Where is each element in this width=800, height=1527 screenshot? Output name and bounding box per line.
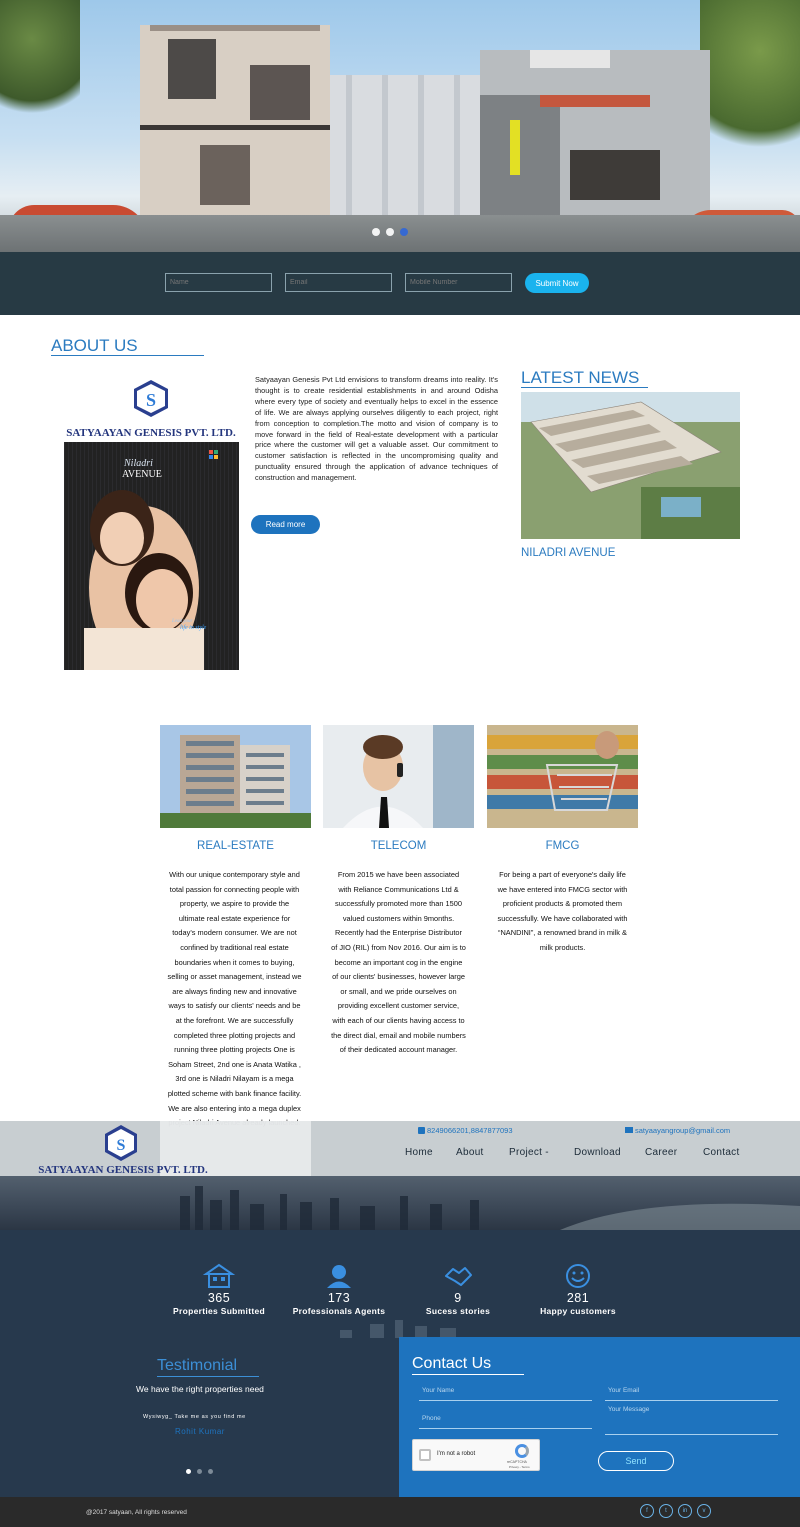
real-estate-image bbox=[160, 725, 311, 828]
testimonial-author: Rohit Kumar bbox=[175, 1427, 225, 1436]
testimonial-quote: Wysiwyg_ Take me as you find me bbox=[143, 1414, 246, 1420]
stat-properties bbox=[159, 1263, 279, 1316]
nav-download[interactable]: Download bbox=[574, 1147, 621, 1158]
contact-title: Contact Us bbox=[412, 1355, 492, 1372]
navbar-email-text: satyaayangroup@gmail.com bbox=[635, 1126, 731, 1135]
latest-news-underline bbox=[521, 387, 648, 388]
brochure-brand-script: Niladri bbox=[124, 458, 153, 469]
hero-banner bbox=[0, 0, 800, 252]
testimonial-underline bbox=[157, 1376, 259, 1377]
villa-right bbox=[480, 50, 710, 220]
contact-message-placeholder: Your Message bbox=[608, 1406, 650, 1413]
about-title-underline bbox=[51, 355, 204, 356]
slider-dots bbox=[372, 228, 408, 236]
recaptcha-logo-icon bbox=[515, 1444, 529, 1458]
villa-left bbox=[140, 25, 330, 220]
contact-email-field[interactable] bbox=[605, 1387, 778, 1401]
brochure-logo-text: SATYAAYAN GENESIS PVT. LTD. bbox=[66, 427, 236, 439]
nav-project-dropdown[interactable]: Project - bbox=[509, 1147, 549, 1158]
testimonial-headline: We have the right properties need bbox=[136, 1384, 264, 1394]
contact-message-field[interactable] bbox=[605, 1406, 778, 1435]
stat-value: 281 bbox=[566, 1291, 590, 1305]
brochure-image bbox=[64, 378, 239, 670]
stat-label: Sucess stories bbox=[425, 1306, 491, 1316]
stat-agents bbox=[279, 1263, 399, 1316]
contact-title-underline bbox=[412, 1374, 524, 1375]
copyright-text: @2017 satyaan, All rights reserved bbox=[86, 1509, 187, 1516]
nav-career[interactable]: Career bbox=[645, 1147, 678, 1158]
service-text-fmcg: For being a part of everyone's daily life we have entered into FMCG sector with proficient products & promoted them successfully. We have collaborated with “NANDINI”, a renowned brand in milk & milk products. bbox=[497, 870, 628, 952]
latest-news-title: LATEST NEWS bbox=[521, 368, 640, 387]
about-text: Satyaayan Genesis Pvt Ltd envisions to transform dreams into reality. It's thought is to create residential establishments in and around Odisha where every type of society and eventually helps to excel in the essence of life. We are always applying ourselves diligently to each project, right from conception to completion.The motto and vision of company is to move forward in the field of Real-estate development with a particular price where the customer will get a valuable asset. Our commitment to customer satisfaction is reflected in the uncompromising quality and punctuality ensured through the application of advance techniques of construction and management. bbox=[255, 375, 498, 483]
navbar-email[interactable] bbox=[625, 1126, 730, 1135]
facebook-icon[interactable]: f bbox=[640, 1504, 654, 1518]
agent-icon bbox=[324, 1263, 354, 1289]
service-title-fmcg: FMCG bbox=[545, 840, 580, 852]
email-input[interactable] bbox=[285, 273, 392, 292]
telecom-image bbox=[323, 725, 474, 828]
brochure-tagline-1: Lead your bbox=[172, 619, 193, 624]
recaptcha-label: I'm not a robot bbox=[437, 1451, 476, 1457]
stat-value: 173 bbox=[327, 1291, 351, 1305]
stat-label: Happy customers bbox=[540, 1306, 616, 1316]
recaptcha-links[interactable]: Privacy - Terms bbox=[509, 1465, 530, 1469]
mail-icon bbox=[625, 1127, 633, 1133]
news-image-niladri-avenue[interactable] bbox=[521, 392, 740, 539]
contact-phone-field[interactable] bbox=[419, 1415, 592, 1429]
smile-icon bbox=[563, 1263, 593, 1289]
tree-left bbox=[0, 0, 80, 130]
testimonial-title: Testimonial bbox=[157, 1357, 238, 1374]
vimeo-icon[interactable]: v bbox=[697, 1504, 711, 1518]
slider-dot[interactable] bbox=[386, 228, 394, 236]
stat-label: Professionals Agents bbox=[292, 1306, 386, 1316]
navbar-phone-text: 8249066201,8847877093 bbox=[427, 1126, 513, 1135]
contact-name-placeholder: Your Name bbox=[422, 1387, 455, 1394]
testimonial-dot[interactable] bbox=[197, 1469, 202, 1474]
linkedin-icon[interactable]: in bbox=[678, 1504, 692, 1518]
testimonial-dots bbox=[186, 1469, 213, 1474]
service-text-telecom: From 2015 we have been associated with Reliance Communications Ltd & successfully promoted more than 1500 valued customers within 9months. Recently had the Enterprise Distributor of JIO (RIL) from Nov 2016. Our aim is to become an important cog in the engine of our clients' businesses, however large or small, and we pride ourselves on providing excellent customer service, with each of our clients having access to the direct dial, email and mobile numbers of their dedicated account manager. bbox=[331, 870, 466, 1055]
nav-contact[interactable]: Contact bbox=[703, 1147, 740, 1158]
news-item-title[interactable]: NILADRI AVENUE bbox=[521, 547, 616, 559]
svg-text:S: S bbox=[145, 390, 157, 410]
name-input[interactable] bbox=[165, 273, 272, 292]
stat-success bbox=[398, 1263, 518, 1316]
skyline-watermark bbox=[335, 1318, 465, 1338]
read-more-button[interactable]: Read more bbox=[251, 515, 320, 534]
navbar-phone[interactable] bbox=[418, 1126, 513, 1135]
send-button[interactable]: Send bbox=[598, 1451, 674, 1471]
service-text-real-estate: With our unique contemporary style and total passion for connecting people with property, we aspire to provide the ultimate real estate experience for today's modern consumer. We are not confined by traditional real estate boundaries when it comes to buying, selling or asset management, instead we are always finding new and innovative ways to satisfy our clients' needs and be at the forefront. We are successfully completed three plotting projects and running three plotting projects One is Soham Street, 2nd one is Anata Watika , 3rd one is Niladri Nilayam is a mega plotted scheme with bank finance facility. We are also entering into a mega duplex bbox=[167, 870, 302, 1113]
stat-label: Properties Submitted bbox=[173, 1306, 265, 1316]
slider-dot[interactable] bbox=[372, 228, 380, 236]
slider-dot-active[interactable] bbox=[400, 228, 408, 236]
svg-text:S: S bbox=[116, 1137, 126, 1154]
stat-value: 9 bbox=[454, 1291, 462, 1305]
testimonial-dot-active[interactable] bbox=[186, 1469, 191, 1474]
contact-phone-placeholder: Phone bbox=[422, 1415, 441, 1422]
service-title-real-estate: REAL-ESTATE bbox=[197, 840, 274, 852]
contact-name-field[interactable] bbox=[419, 1387, 592, 1401]
brochure-brand: AVENUE bbox=[122, 469, 162, 480]
service-title-telecom: TELECOM bbox=[370, 840, 427, 852]
fmcg-image bbox=[487, 725, 638, 828]
recaptcha-widget bbox=[412, 1439, 540, 1471]
enquiry-form-bar bbox=[0, 252, 800, 315]
about-title: ABOUT US bbox=[51, 336, 138, 355]
house-icon bbox=[204, 1263, 234, 1289]
phone-icon bbox=[418, 1127, 425, 1134]
submit-button[interactable]: Submit Now bbox=[525, 273, 589, 293]
testimonial-dot[interactable] bbox=[208, 1469, 213, 1474]
mobile-input[interactable] bbox=[405, 273, 512, 292]
navbar-logo-text: SATYAAYAN GENESIS PVT. LTD. bbox=[38, 1164, 208, 1176]
nav-about[interactable]: About bbox=[456, 1147, 484, 1158]
brochure-tagline-2: life in style bbox=[180, 625, 207, 631]
contact-email-placeholder: Your Email bbox=[608, 1387, 640, 1394]
recaptcha-brand: reCAPTCHA bbox=[507, 1460, 527, 1464]
stat-customers bbox=[518, 1263, 638, 1316]
handshake-icon bbox=[443, 1263, 473, 1289]
navbar-logo[interactable] bbox=[38, 1123, 208, 1177]
recaptcha-checkbox[interactable] bbox=[419, 1449, 431, 1461]
twitter-icon[interactable]: t bbox=[659, 1504, 673, 1518]
nav-home[interactable]: Home bbox=[405, 1147, 433, 1158]
tree-right bbox=[700, 0, 800, 170]
city-skyline-band bbox=[0, 1176, 800, 1230]
stat-value: 365 bbox=[207, 1291, 231, 1305]
